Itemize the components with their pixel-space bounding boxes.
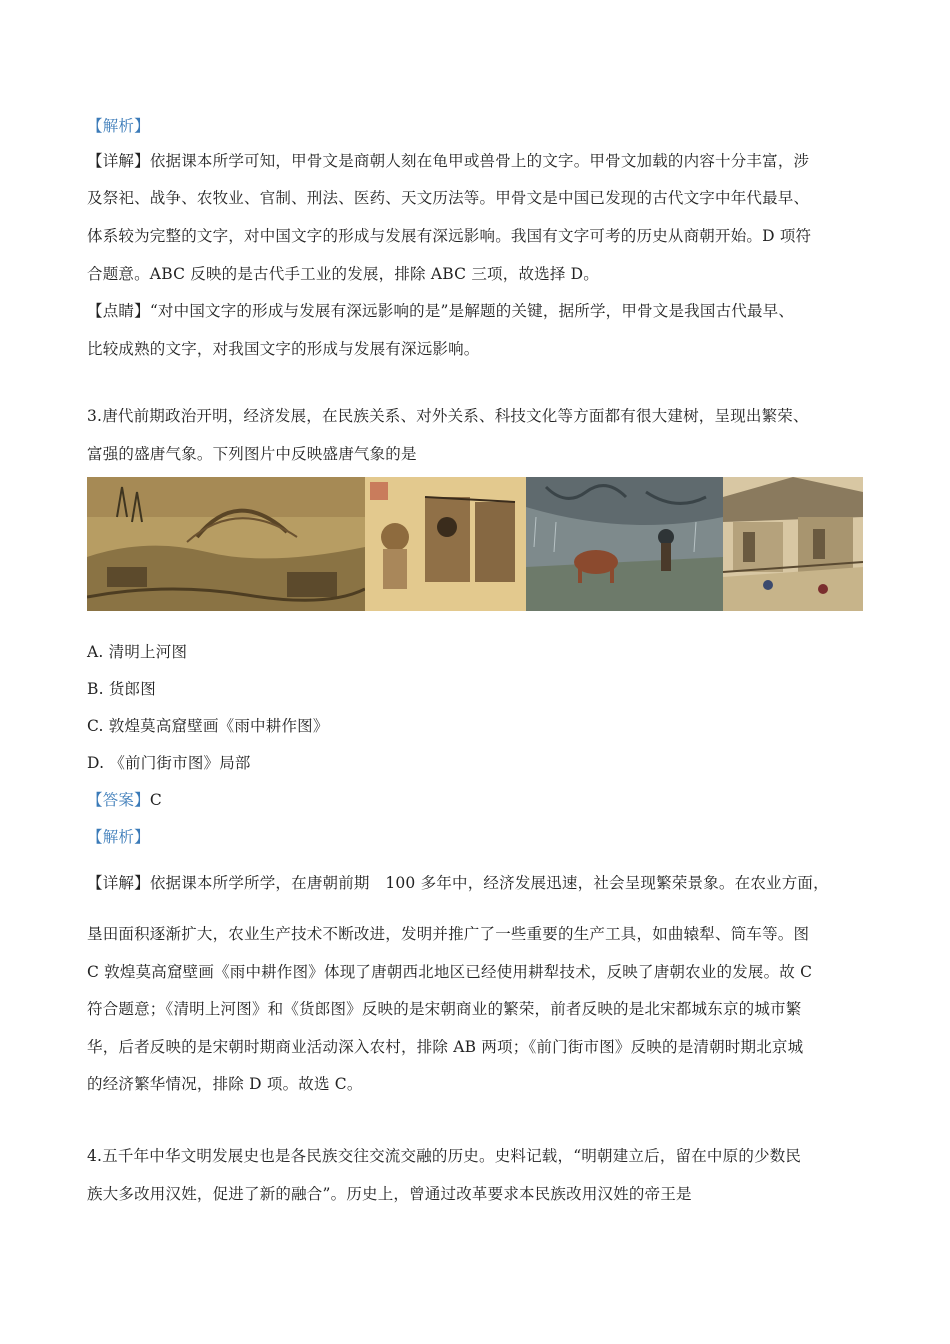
qingming-river-painting	[87, 477, 365, 611]
peddler-painting	[365, 477, 526, 611]
note-paragraph-line	[87, 300, 877, 322]
detail-text: 的经济繁华情况，排除 D 项。故选 C。	[87, 1075, 363, 1093]
qianmen-street-market-painting	[723, 477, 863, 611]
answer-value: C	[149, 791, 162, 809]
detail-paragraph-line	[87, 872, 877, 894]
answer-line	[87, 789, 877, 811]
question-3-stem: 3.唐代前期政治开明，经济发展，在民族关系、对外关系、科技文化等方面都有很大建树，呈现出繁荣、	[87, 407, 809, 425]
option-d: D. 《前门街市图》局部	[87, 754, 251, 772]
detail-text: 符合题意；《清明上河图》和《货郎图》反映的是宋朝商业的繁荣，前者反映的是北宋都城东京的城市繁	[87, 1000, 802, 1018]
option-a: A. 清明上河图	[87, 643, 188, 661]
dunhuang-mural-plowing-in-rain	[526, 477, 723, 611]
question-4-stem: 4.五千年中华文明发展史也是各民族交往交流交融的历史。史料记载，“明朝建立后，留在中原的少数民	[87, 1147, 802, 1165]
question-4-stem: 族大多改用汉姓，促进了新的融合”。历史上，曾通过改革要求本民族改用汉姓的帝王是	[87, 1185, 692, 1203]
answer-label: 【答案】	[87, 791, 150, 809]
detail-text: 及祭祀、战争、农牧业、官制、刑法、医药、天文历法等。甲骨文是中国已发现的古代文字中年代最早、	[87, 189, 810, 207]
note-label: 【点睛】	[87, 302, 150, 320]
detail-text: 垦田面积逐渐扩大，农业生产技术不断改进，发明并推广了一些重要的生产工具，如曲辕犁、筒车等。图	[87, 925, 810, 943]
detail-paragraph-line	[87, 150, 877, 172]
question-3-stem: 富强的盛唐气象。下列图片中反映盛唐气象的是	[87, 445, 417, 463]
detail-label: 【详解】	[87, 152, 150, 170]
question-3-images	[87, 477, 863, 611]
analysis-label: 【解析】	[87, 117, 150, 135]
detail-text: 体系较为完整的文字，对中国文字的形成与发展有深远影响。我国有文字可考的历史从商朝开始。D 项符	[87, 227, 812, 245]
detail-text: 依据课本所学所学，在唐朝前期 100 多年中，经济发展迅速，社会呈现繁荣景象。在农业方面，	[149, 874, 829, 892]
option-c: C. 敦煌莫高窟壁画《雨中耕作图》	[87, 717, 329, 735]
note-text: 比较成熟的文字，对我国文字的形成与发展有深远影响。	[87, 340, 480, 358]
detail-label: 【详解】	[87, 874, 150, 892]
option-b: B. 货郎图	[87, 680, 156, 698]
detail-text: C 敦煌莫高窟壁画《雨中耕作图》体现了唐朝西北地区已经使用耕犁技术，反映了唐朝农业的发展。故 C	[87, 963, 813, 981]
analysis-label: 【解析】	[87, 828, 150, 846]
detail-text: 合题意。ABC 反映的是古代手工业的发展，排除 ABC 三项，故选择 D。	[87, 265, 599, 283]
detail-text: 依据课本所学可知，甲骨文是商朝人刻在龟甲或兽骨上的文字。甲骨文加载的内容十分丰富，涉	[149, 152, 810, 170]
detail-text: 华，后者反映的是宋朝时期商业活动深入农村，排除 AB 两项；《前门街市图》反映的是清朝时期北京城	[87, 1038, 804, 1056]
note-text: “对中国文字的形成与发展有深远影响的是”是解题的关键，据所学，甲骨文是我国古代最早、	[149, 302, 795, 320]
